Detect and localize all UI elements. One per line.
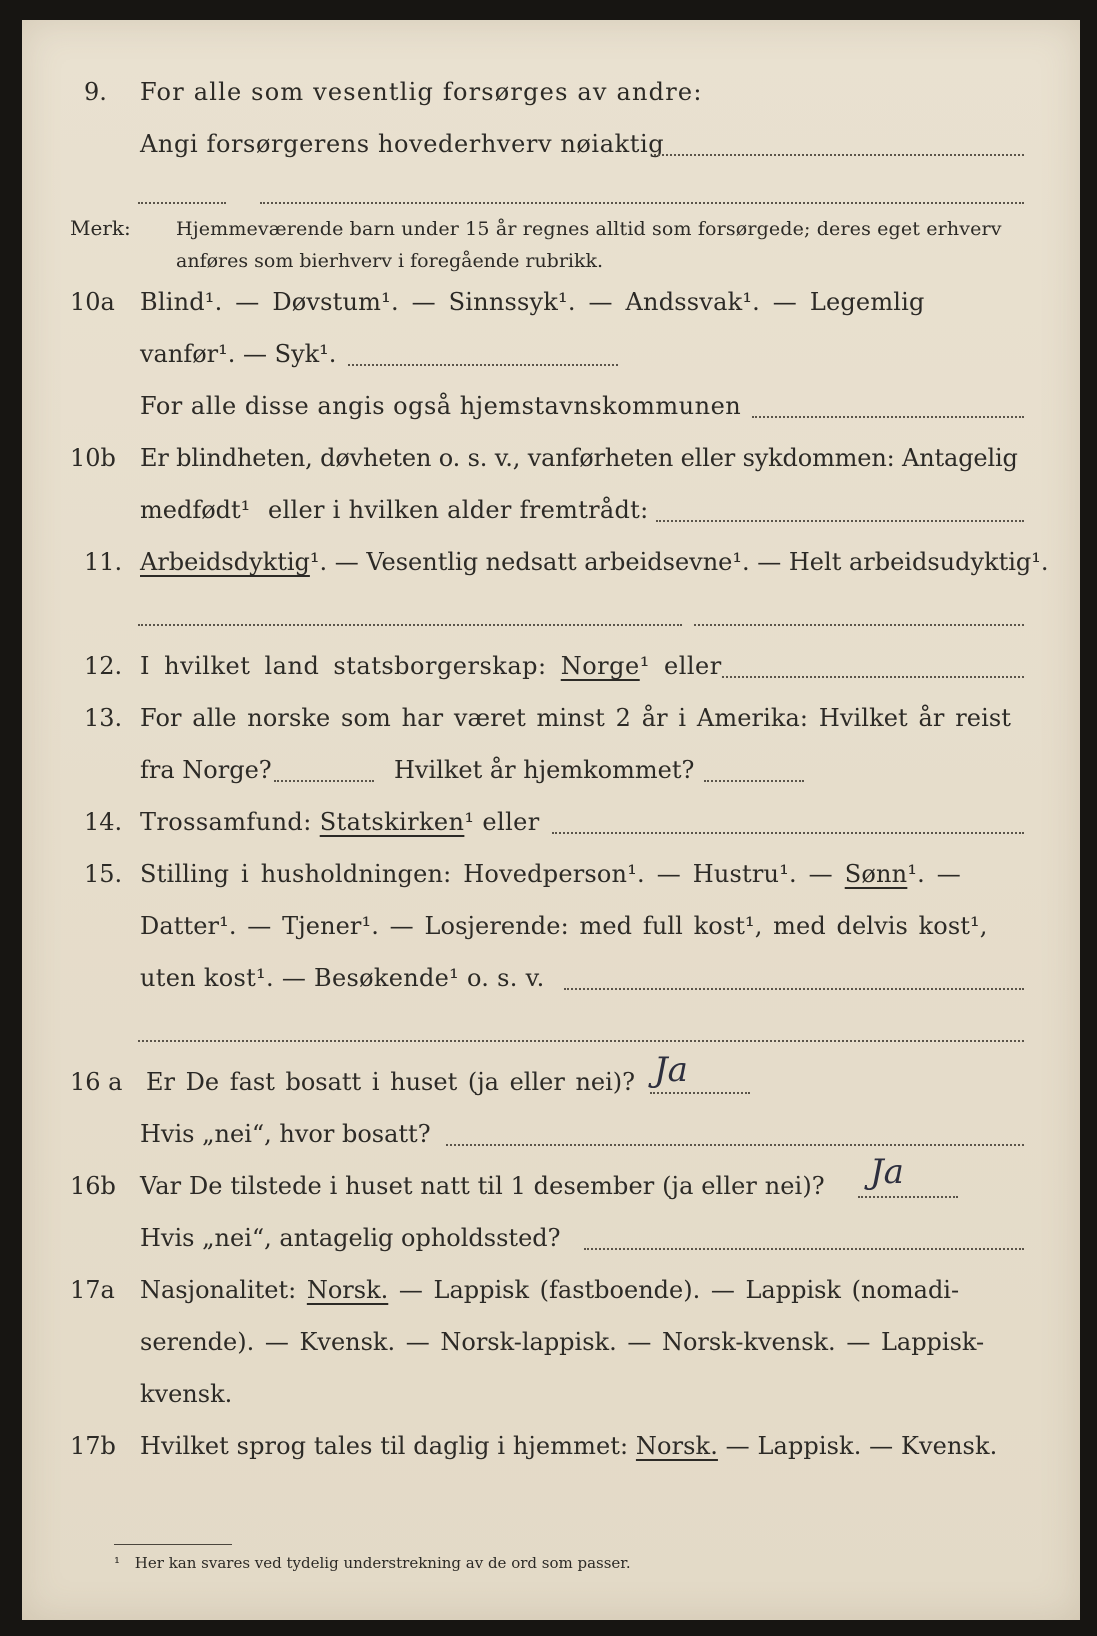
q14-row bbox=[22, 802, 1080, 844]
q9-line2: Angi forsørgerens hovederhverv nøiaktig bbox=[140, 130, 665, 158]
q17a-row3 bbox=[22, 1374, 1080, 1416]
q17b-line bbox=[140, 1432, 997, 1460]
footnote bbox=[114, 1554, 631, 1572]
q16a-row2 bbox=[22, 1114, 1080, 1156]
q10b-line1: Er blindheten, døvheten o. s. v., vanførheten eller sykdommen: Antagelig bbox=[140, 444, 1018, 472]
q10a-row3 bbox=[22, 386, 1080, 428]
q16b-row2 bbox=[22, 1218, 1080, 1260]
footnote-text: Her kan svares ved tydelig understrekning av de ord som passer. bbox=[134, 1554, 631, 1572]
q17b-number: 17b bbox=[70, 1432, 116, 1460]
q15-line2: Datter¹. — Tjener¹. — Losjerende: med full kost¹, med delvis kost¹, bbox=[140, 912, 988, 940]
q17b-row bbox=[22, 1426, 1080, 1468]
q9-row1 bbox=[22, 72, 1080, 114]
q17a-line3: kvensk. bbox=[140, 1380, 233, 1408]
merk-line2: anføres som bierhverv i foregående rubrikk. bbox=[176, 250, 604, 272]
q13-row2 bbox=[22, 750, 1080, 792]
q16a-line1: Er De fast bosatt i huset (ja eller nei)? bbox=[146, 1068, 636, 1096]
q9-answer-line-2a[interactable] bbox=[138, 202, 226, 204]
q10a-number: 10a bbox=[70, 288, 115, 316]
q12-row bbox=[22, 646, 1080, 688]
q12-answer-line[interactable] bbox=[722, 676, 1024, 678]
q15-row3 bbox=[22, 958, 1080, 1000]
q9-row3 bbox=[22, 172, 1080, 214]
q17a-line2: serende). — Kvensk. — Norsk-lappisk. — Norsk-kvensk. — Lappisk- bbox=[140, 1328, 985, 1356]
q10b-row2 bbox=[22, 490, 1080, 532]
q16b-handwritten-answer: Ja bbox=[870, 1152, 904, 1192]
q10b-number: 10b bbox=[70, 444, 116, 472]
q14-question: Trossamfund: bbox=[140, 808, 320, 836]
q16b-line2: Hvis „nei“, antagelig opholdssted? bbox=[140, 1224, 561, 1252]
q9-answer-line[interactable] bbox=[654, 154, 1024, 156]
q16a-number: 16 a bbox=[70, 1068, 123, 1096]
merk-line1: Hjemmeværende barn under 15 år regnes alltid som forsørgede; deres eget erhverv bbox=[176, 218, 1002, 240]
q13-year-left-line[interactable] bbox=[274, 780, 374, 782]
q15-line1 bbox=[140, 860, 961, 888]
q13-line1: For alle norske som har været minst 2 år i Amerika: Hvilket år reist bbox=[140, 704, 1012, 732]
q10a-line2: vanfør¹. — Syk¹. bbox=[140, 340, 337, 368]
q16b-line1: Var De tilstede i huset natt til 1 desember (ja eller nei)? bbox=[140, 1172, 825, 1200]
census-form-page bbox=[22, 20, 1080, 1620]
q11-number: 11. bbox=[84, 548, 123, 576]
q11-able-underlined: Arbeidsdyktig bbox=[140, 548, 310, 576]
q12-norge-underlined: Norge bbox=[560, 652, 640, 680]
q9-answer-line-2b[interactable] bbox=[260, 202, 1024, 204]
q15-son-underlined: Sønn bbox=[844, 860, 908, 888]
q17a-question: Nasjonalitet: bbox=[140, 1276, 307, 1304]
q16b-row1 bbox=[22, 1152, 1080, 1208]
q15-question: Stilling i husholdningen: Hovedperson¹. — Hustru¹. — bbox=[140, 860, 845, 888]
q15-answer-line-2[interactable] bbox=[138, 1040, 1024, 1042]
q14-answer-line[interactable] bbox=[552, 832, 1024, 834]
q11-row2 bbox=[22, 594, 1080, 636]
q17a-norwegian-underlined: Norsk. bbox=[306, 1276, 389, 1304]
q16b-number: 16b bbox=[70, 1172, 116, 1200]
q16a-row1 bbox=[22, 1050, 1080, 1104]
q17a-row1 bbox=[22, 1270, 1080, 1312]
q16b-whereabouts-line[interactable] bbox=[584, 1248, 1024, 1250]
q13-left-norway: fra Norge? bbox=[140, 756, 272, 784]
q17b-norwegian-underlined: Norsk. bbox=[635, 1432, 718, 1460]
q11-rest: ¹. — Vesentlig nedsatt arbeidsevne¹. — Helt arbeidsudyktig¹. bbox=[309, 548, 1049, 576]
q16a-residence-line[interactable] bbox=[446, 1144, 1024, 1146]
q17a-options: — Lappisk (fastboende). — Lappisk (nomadi- bbox=[388, 1276, 960, 1304]
q12-line bbox=[140, 652, 722, 680]
q17a-row2 bbox=[22, 1322, 1080, 1364]
q11-answer-line-b[interactable] bbox=[694, 624, 1024, 626]
q14-state-church-underlined: Statskirken bbox=[319, 808, 465, 836]
q15-answer-line[interactable] bbox=[564, 988, 1024, 990]
q10a-row1 bbox=[22, 282, 1080, 324]
q10a-line1: Blind¹. — Døvstum¹. — Sinnssyk¹. — Andssvak¹. — Legemlig bbox=[140, 288, 925, 316]
q11-answer-line-a[interactable] bbox=[138, 624, 682, 626]
q16b-answer-line[interactable] bbox=[858, 1196, 958, 1198]
footnote-mark: ¹ bbox=[114, 1554, 121, 1572]
q13-returned: Hvilket år hjemkommet? bbox=[394, 756, 695, 784]
q15-line3: uten kost¹. — Besøkende¹ o. s. v. bbox=[140, 964, 545, 992]
q11-line1 bbox=[140, 548, 1049, 576]
q17b-options: — Lappisk. — Kvensk. bbox=[717, 1432, 998, 1460]
q17a-line1 bbox=[140, 1276, 959, 1304]
q10b-line2: eller i hvilken alder fremtrådt: bbox=[268, 496, 649, 524]
q12-question: I hvilket land statsborgerskap: bbox=[140, 652, 561, 680]
q10a-line3: For alle disse angis også hjemstavnskommunen bbox=[140, 392, 742, 420]
q10a-row2 bbox=[22, 334, 1080, 376]
q17a-number: 17a bbox=[70, 1276, 115, 1304]
q9-number: 9. bbox=[84, 78, 107, 106]
q16a-answer-line[interactable] bbox=[650, 1092, 750, 1094]
q11-row1 bbox=[22, 542, 1080, 584]
q16a-line2: Hvis „nei“, hvor bosatt? bbox=[140, 1120, 431, 1148]
merk-label: Merk: bbox=[70, 216, 131, 240]
q10b-congenital: medfødt¹ bbox=[140, 496, 251, 524]
q16a-handwritten-answer: Ja bbox=[654, 1050, 688, 1090]
q14-or: ¹ eller bbox=[464, 808, 540, 836]
merk-note bbox=[22, 210, 1080, 280]
q10a-municipality-line[interactable] bbox=[752, 416, 1024, 418]
q9-row2 bbox=[22, 124, 1080, 166]
q12-or: ¹ eller bbox=[639, 652, 722, 680]
q15-row4 bbox=[22, 1010, 1080, 1052]
q10b-answer-line[interactable] bbox=[656, 520, 1024, 522]
q10b-row1 bbox=[22, 438, 1080, 480]
q13-number: 13. bbox=[84, 704, 123, 732]
q14-line bbox=[140, 808, 540, 836]
q10a-answer-line[interactable] bbox=[348, 364, 618, 366]
q12-number: 12. bbox=[84, 652, 123, 680]
q13-row1 bbox=[22, 698, 1080, 740]
footnote-rule bbox=[114, 1544, 232, 1545]
q13-year-returned-line[interactable] bbox=[704, 780, 804, 782]
q15-row1 bbox=[22, 854, 1080, 896]
q15-number: 15. bbox=[84, 860, 123, 888]
q15-dash: ¹. — bbox=[907, 860, 962, 888]
q17b-question: Hvilket sprog tales til daglig i hjemmet: bbox=[140, 1432, 636, 1460]
q9-line1: For alle som vesentlig forsørges av andre: bbox=[140, 78, 703, 106]
q14-number: 14. bbox=[84, 808, 123, 836]
q15-row2 bbox=[22, 906, 1080, 948]
